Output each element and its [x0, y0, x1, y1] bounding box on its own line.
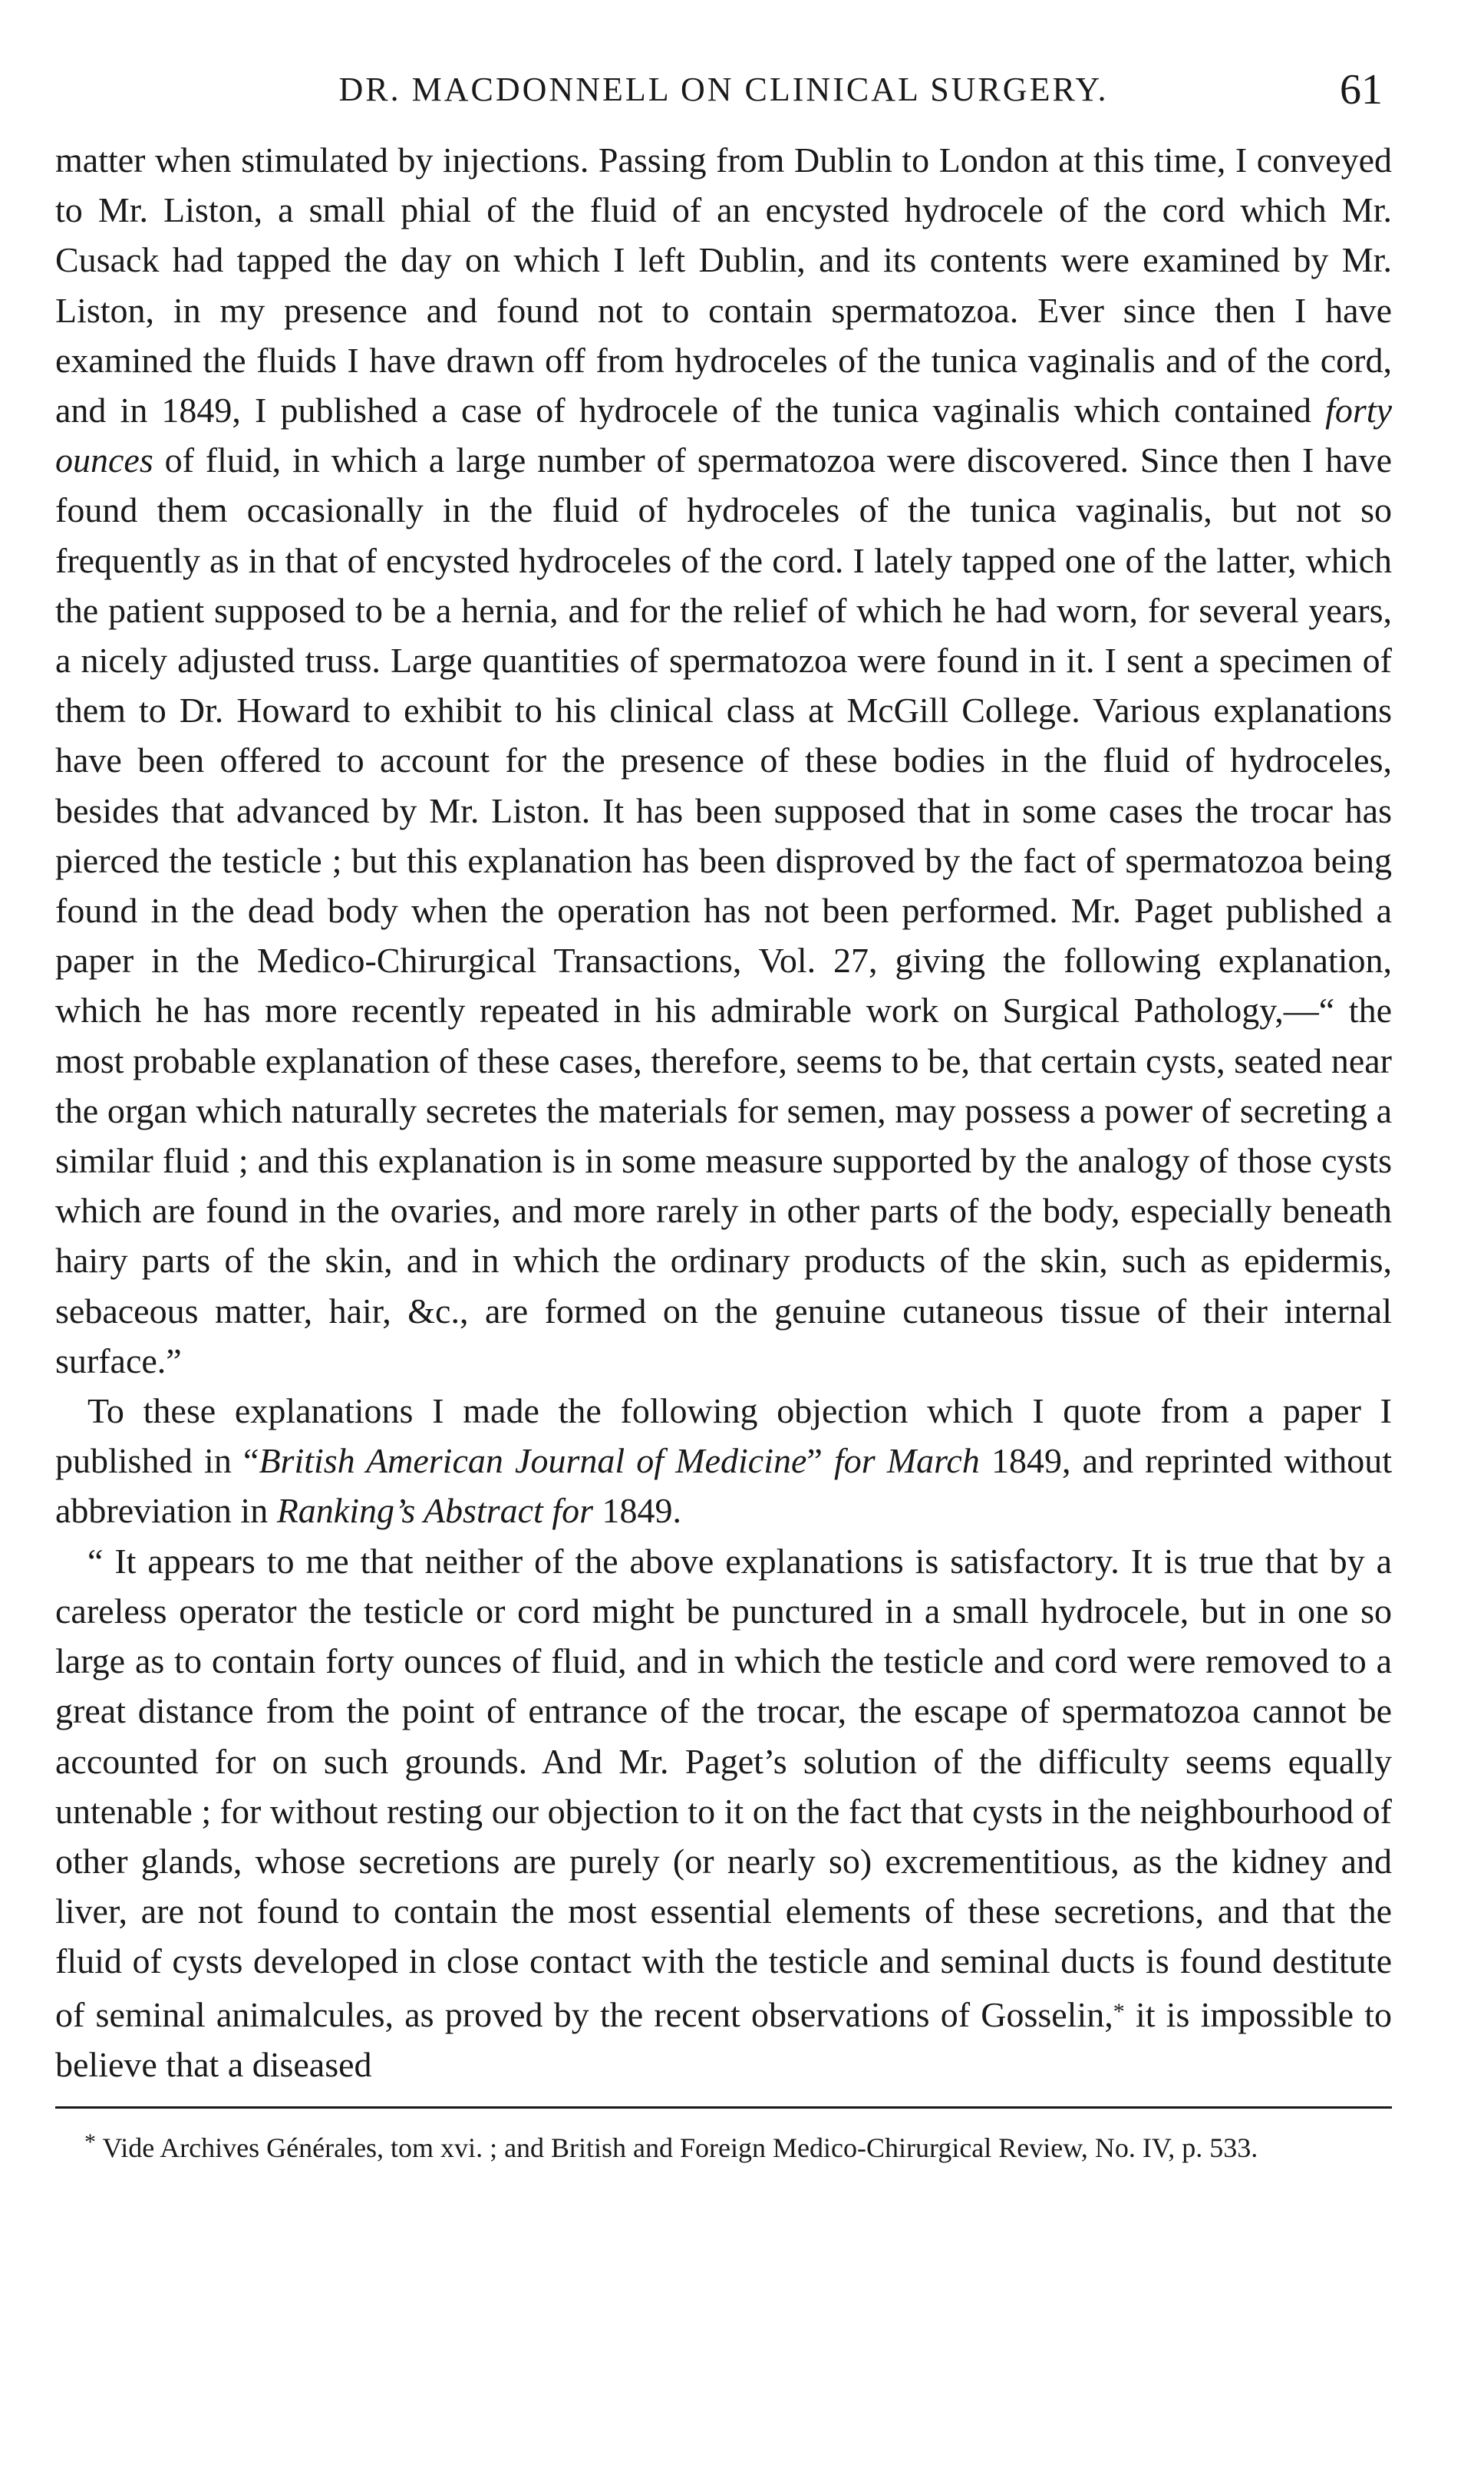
paragraph-2-text-a: To these explanations I made the following objection which I quote from a paper I published in “	[55, 1391, 1392, 1481]
journal-title: British American Journal of Medicine	[259, 1441, 807, 1481]
book-page	[55, 55, 1392, 2434]
footnote	[55, 2122, 1392, 2168]
footnote-marker: *	[84, 2129, 96, 2155]
paragraph-2-text-d: 1849.	[602, 1491, 682, 1531]
footnote-reference: *	[1113, 1998, 1125, 2024]
footnote-text: Vide Archives Générales, tom xvi. ; and British and Foreign Medico-Chirurgical Review, No. IV, p. 533.	[102, 2132, 1258, 2163]
page-header	[55, 55, 1392, 124]
paragraph-3-text: “ It appears to me that neither of the above explanations is satisfactory. It is true that by a careless operator the testicle or cord might be punctured in a small hydrocele, but in one so large as to contain forty ounces of fluid, and in which the testicle and cord were removed to a great distance from the point of entrance of the trocar, the escape of spermatozoa cannot be accounted for on such grounds. And Mr. Paget’s solution of the difficulty seems equally untenable ; for without resting our objection to it on the fact that cysts in the neighbourhood of other glands, whose secretions are purely (or nearly so) excrementitious, as the kidney and liver, are not found to contain the most essential elements of these secretions, and that the fluid of cysts developed in close contact with the testicle and seminal ducts is found destitute of seminal animalcules, as proved by the recent observations of Gosselin,	[55, 1541, 1392, 2034]
paragraph-3	[55, 1536, 1392, 2089]
paragraph-1-italic: forty ounces	[55, 391, 1392, 480]
paragraph-1-text: matter when stimulated by injections. Passing from Dublin to London at this time, I conveyed to Mr. Liston, a small phial of the fluid of an encysted hydrocele of the cord which Mr. Cusack had tapped the day on which I left Dublin, and its contents were examined by Mr. Liston, in my presence and found not to contain spermatozoa. Ever since then I have examined the fluids I have drawn off from hydroceles of the tunica vaginalis and of the cord, and in 1849, I published a case of hydrocele of the tunica vaginalis which contained	[55, 140, 1392, 430]
paragraph-1	[55, 135, 1392, 1386]
paragraph-2-text-c: 1849, and reprinted without abbreviation in	[55, 1441, 1393, 1531]
issue-month: for March	[834, 1441, 980, 1481]
abstract-title: Ranking’s Abstract for	[276, 1491, 594, 1531]
page-number: 61	[1340, 66, 1383, 114]
paragraph-2	[55, 1386, 1392, 1536]
footnote-divider	[55, 2106, 1392, 2109]
paragraph-2-text-b: ”	[806, 1441, 823, 1481]
body-text	[55, 135, 1392, 2089]
paragraph-1-continued: of fluid, in which a large number of spermatozoa were discovered. Since then I have found them occasionally in the fluid of hydroceles of the tunica vaginalis, but not so frequently as in that of encysted hydroceles of the cord. I lately tapped one of the latter, which the patient supposed to be a hernia, and for the relief of which he had worn, for several years, a nicely adjusted truss. Large quantities of spermatozoa were found in it. I sent a specimen of them to Dr. Howard to exhibit to his clinical class at McGill College. Various explanations have been offered to account for the presence of these bodies in the fluid of hydroceles, besides that advanced by Mr. Liston. It has been supposed that in some cases the trocar has pierced the testicle ; but this explanation has been disproved by the fact of spermatozoa being found in the dead body when the operation has not been performed. Mr. Paget published a paper in the Medico-Chirurgical Transactions, Vol. 27, giving the following explanation, which he has more recently repeated in his admirable work on Surgical Pathology,—“ the most probable explanation of these cases, therefore, seems to be, that certain cysts, seated near the organ which naturally secretes the materials for semen, may possess a power of secreting a similar fluid ; and this explanation is in some measure supported by the analogy of those cysts which are found in the ovaries, and more rarely in other parts of the body, especially beneath hairy parts of the skin, and in which the ordinary products of the skin, such as epidermis, sebaceous matter, hair, &c., are formed on the genuine cutaneous tissue of their internal surface.”	[55, 440, 1392, 1380]
running-title: DR. MACDONNELL ON CLINICAL SURGERY.	[338, 71, 1109, 108]
paragraph-3-end: it is impossible to believe that a diseased	[55, 1994, 1392, 2084]
